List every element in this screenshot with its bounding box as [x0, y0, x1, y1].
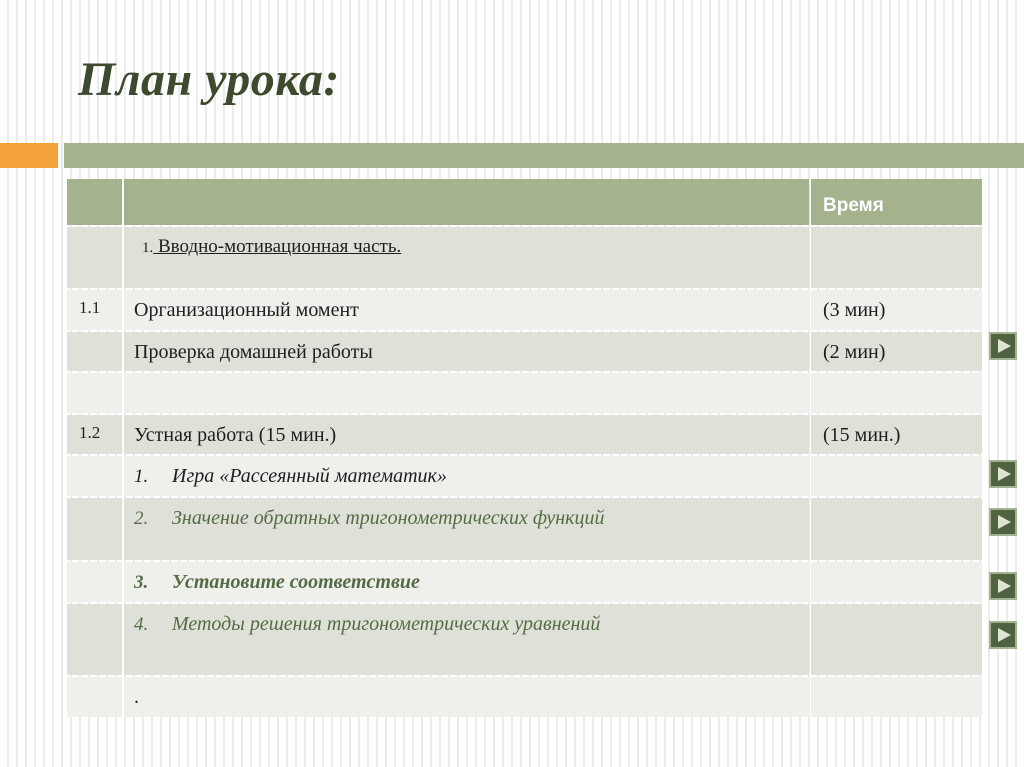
row-topic — [124, 456, 809, 496]
table-row — [67, 290, 982, 330]
table-row — [67, 677, 982, 717]
table-row — [67, 498, 982, 560]
table-row — [67, 456, 982, 496]
row-time — [811, 677, 982, 717]
lesson-plan-table — [65, 177, 984, 719]
row-topic — [124, 227, 809, 288]
table-header-row — [67, 179, 982, 225]
table-row — [67, 332, 982, 371]
row-time — [811, 227, 982, 288]
table-row — [67, 415, 982, 454]
play-arrow-icon — [998, 515, 1011, 529]
orange-accent-bar — [0, 143, 58, 168]
green-accent-bar — [64, 143, 1024, 168]
row-topic — [124, 604, 809, 675]
row-time — [811, 604, 982, 675]
header-time-cell: Время — [811, 179, 982, 225]
row-num: 1.2 — [67, 415, 122, 454]
table-row — [67, 373, 982, 413]
row-topic: Проверка домашней работы — [124, 332, 809, 371]
row-time — [811, 373, 982, 413]
row-time — [811, 562, 982, 602]
item-number: 1. — [134, 466, 149, 487]
row-time: (3 мин) — [811, 290, 982, 330]
table-row — [67, 562, 982, 602]
row-num — [67, 456, 122, 496]
row-time: (2 мин) — [811, 332, 982, 371]
item-number: 1. — [142, 240, 154, 256]
item-text: Методы решения тригонометрических уравнений — [172, 613, 601, 635]
next-slide-button[interactable] — [989, 508, 1017, 536]
play-arrow-icon — [998, 579, 1011, 593]
table-row — [67, 604, 982, 675]
row-num — [67, 227, 122, 288]
row-num — [67, 373, 122, 413]
row-num: 1.1 — [67, 290, 122, 330]
header-num-cell — [67, 179, 122, 225]
row-topic: Организационный момент — [124, 290, 809, 330]
item-text: Игра «Рассеянный математик» — [172, 465, 447, 487]
row-num — [67, 562, 122, 602]
next-slide-button[interactable] — [989, 572, 1017, 600]
item-text: Вводно-мотивационная часть. — [153, 236, 402, 257]
row-num — [67, 332, 122, 371]
item-number: 2. — [134, 508, 149, 529]
row-topic — [124, 562, 809, 602]
next-slide-button[interactable] — [989, 621, 1017, 649]
next-slide-button[interactable] — [989, 460, 1017, 488]
play-arrow-icon — [998, 339, 1011, 353]
header-topic-cell — [124, 179, 809, 225]
row-time: (15 мин.) — [811, 415, 982, 454]
row-time — [811, 456, 982, 496]
play-arrow-icon — [998, 628, 1011, 642]
row-num — [67, 677, 122, 717]
next-slide-button[interactable] — [989, 332, 1017, 360]
row-num — [67, 498, 122, 560]
item-number: 4. — [134, 614, 149, 635]
row-topic — [124, 498, 809, 560]
row-time — [811, 498, 982, 560]
table-row — [67, 227, 982, 288]
row-topic: . — [124, 677, 809, 717]
slide-title: План урока: — [78, 53, 340, 106]
item-text: Значение обратных тригонометрических функций — [172, 507, 605, 529]
item-number: 3. — [134, 572, 149, 593]
row-topic — [124, 373, 809, 413]
item-text: Установите соответствие — [172, 571, 420, 593]
row-topic: Устная работа (15 мин.) — [124, 415, 809, 454]
play-arrow-icon — [998, 467, 1011, 481]
row-num — [67, 604, 122, 675]
